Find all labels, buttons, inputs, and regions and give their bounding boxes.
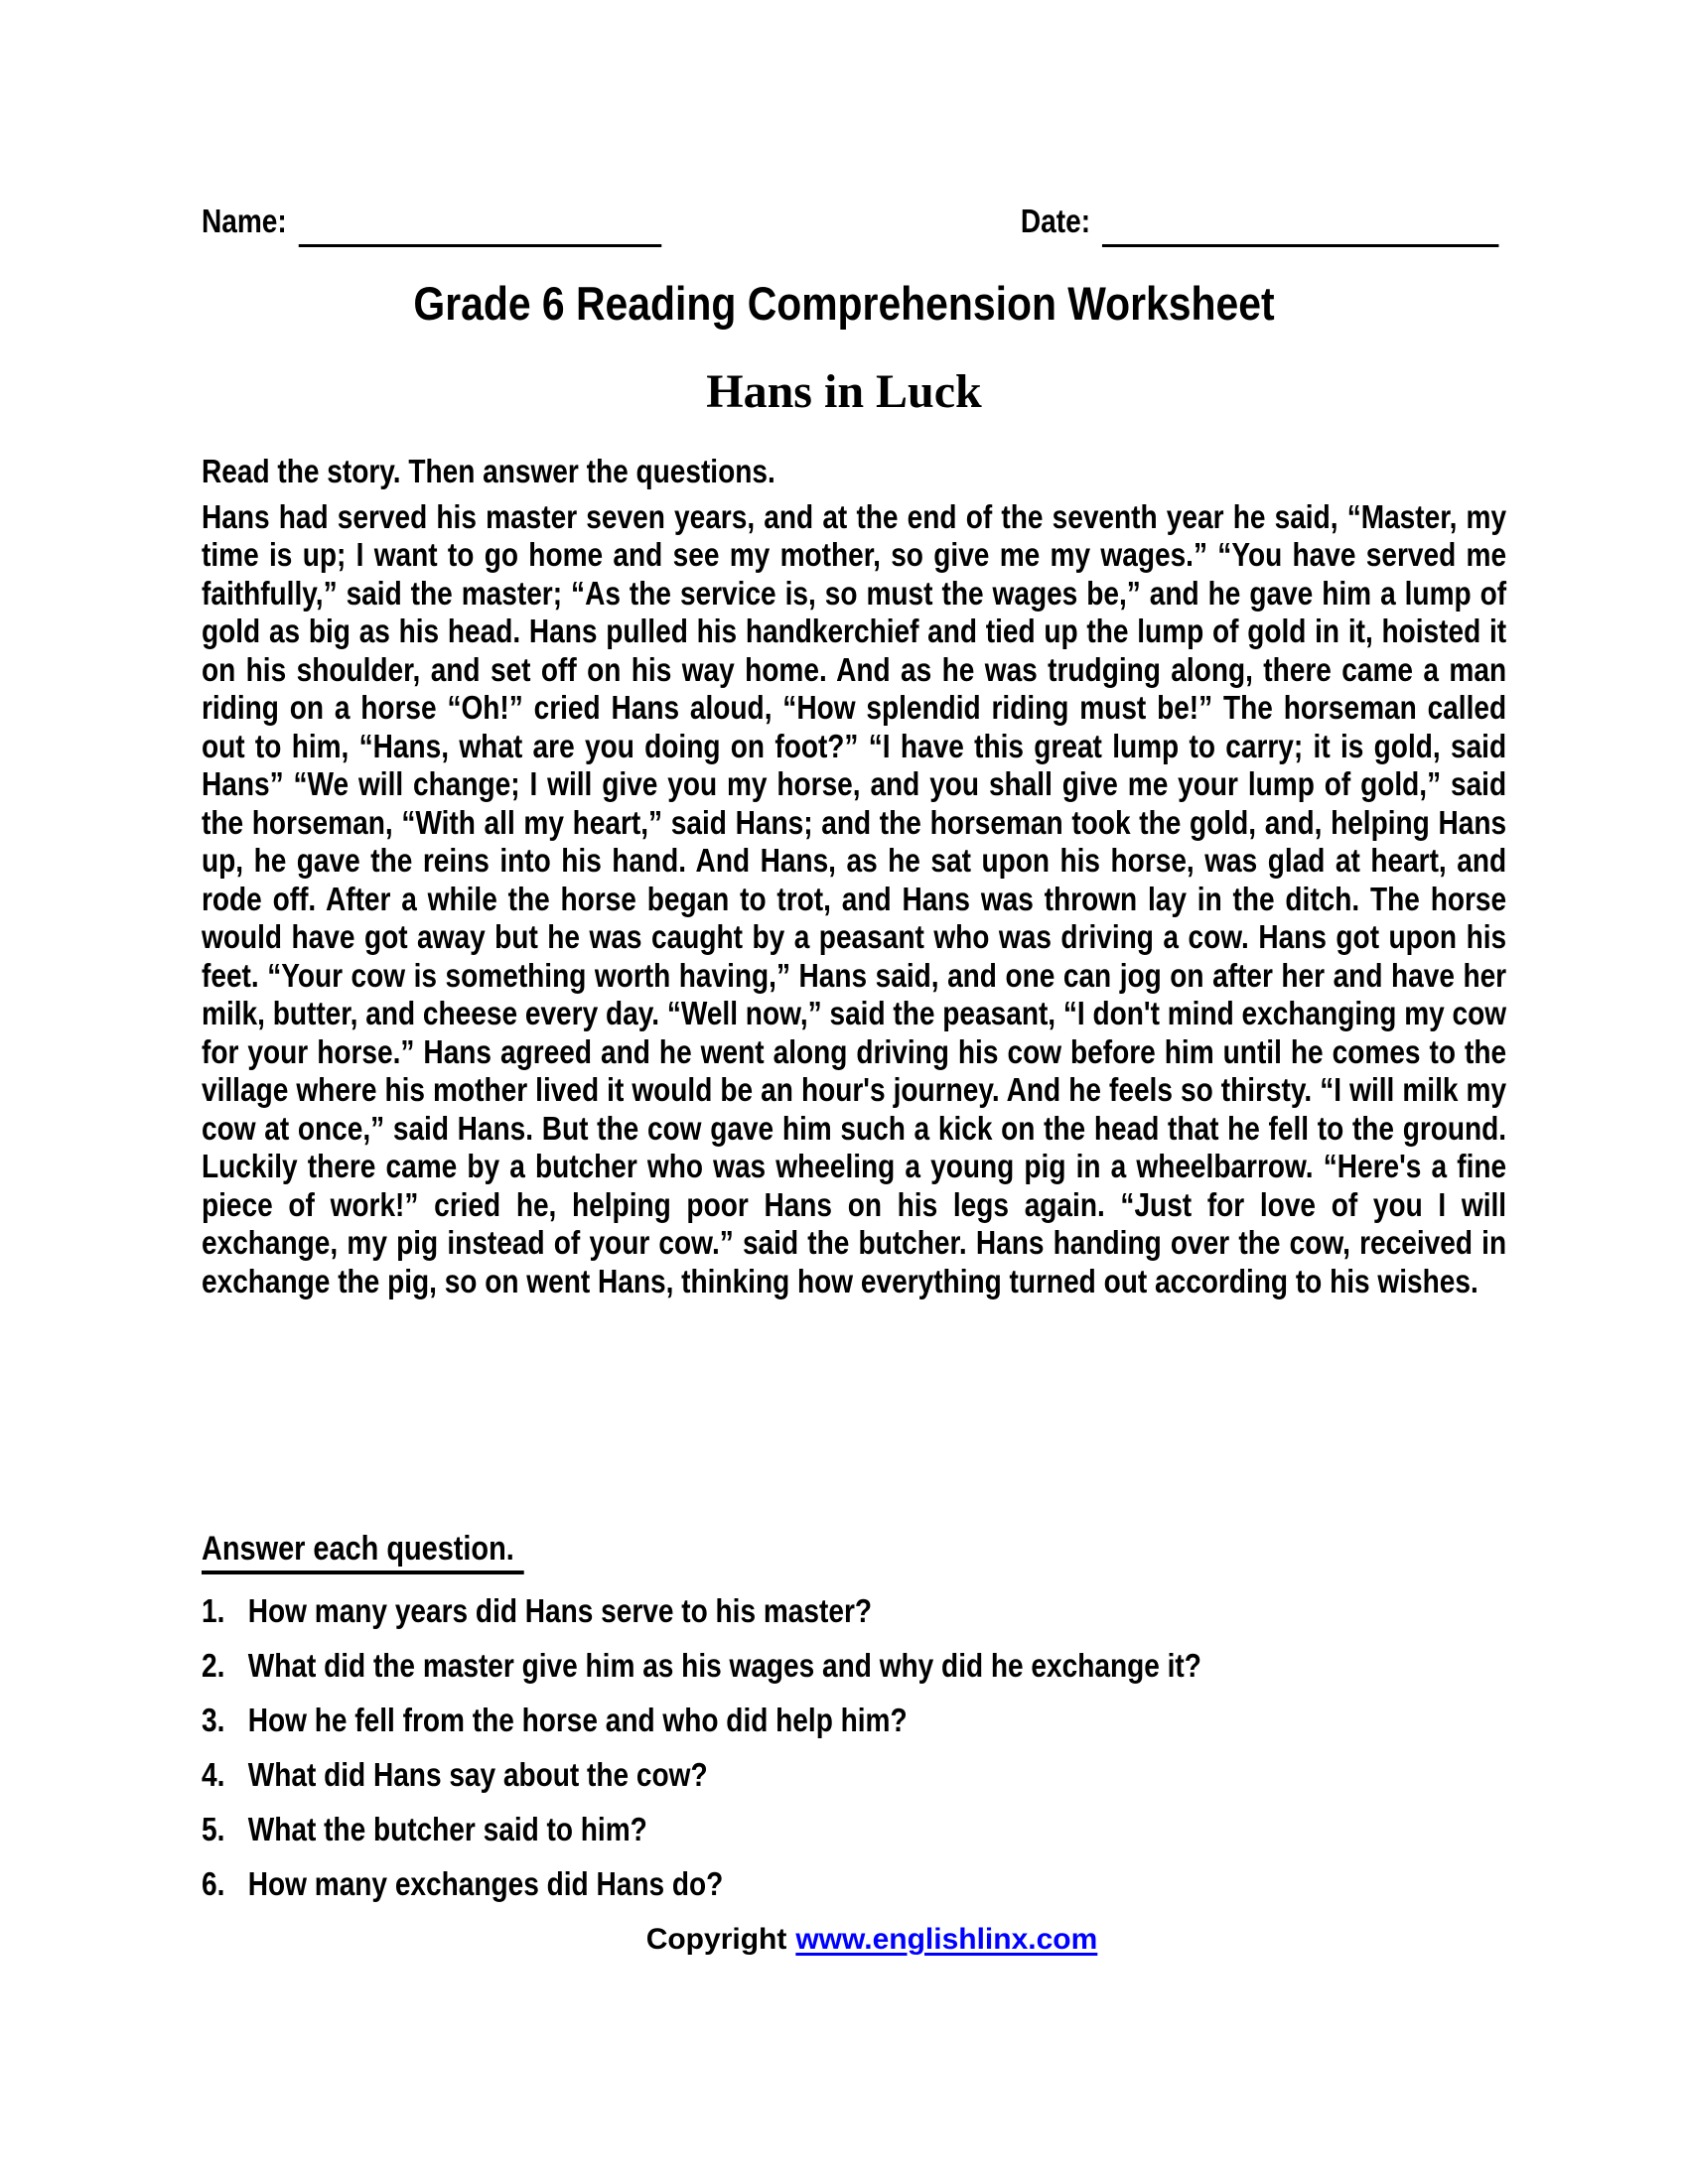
question-row-5 (202, 1810, 1506, 1848)
question-number: 1. (202, 1592, 225, 1629)
question-row-6 (202, 1864, 1506, 1903)
question-text: How many years did Hans serve to his master? (247, 1592, 873, 1629)
answer-heading-text: Answer each question. (202, 1530, 524, 1574)
question-text: What did Hans say about the cow? (247, 1756, 708, 1793)
date-field (1021, 202, 1499, 241)
name-date-row (202, 202, 1498, 241)
question-row-4 (202, 1755, 1506, 1794)
question-text: What did the master give him as his wages and why did he exchange it? (247, 1647, 1201, 1684)
englishlinx-link[interactable]: www.englishlinx.com (795, 1923, 1098, 1956)
name-field (202, 202, 661, 241)
name-blank-line (299, 210, 662, 247)
instructions-text: Read the story. Then answer the questions. (202, 453, 775, 489)
question-number: 5. (202, 1811, 225, 1847)
question-text: How many exchanges did Hans do? (247, 1865, 724, 1902)
question-number: 6. (202, 1865, 225, 1902)
date-label: Date: (1020, 203, 1091, 239)
question-number: 3. (202, 1702, 225, 1738)
question-number: 2. (202, 1647, 225, 1684)
name-label: Name: (202, 203, 287, 239)
question-row-1 (202, 1591, 1506, 1630)
story-section (202, 453, 1506, 1300)
question-row-2 (202, 1646, 1506, 1685)
copyright-label: Copyright (645, 1923, 787, 1956)
question-text: How he fell from the horse and who did help him? (247, 1702, 908, 1738)
worksheet-title: Grade 6 Reading Comprehension Worksheet (413, 277, 1275, 330)
question-number: 4. (202, 1756, 225, 1793)
answer-heading (202, 1530, 524, 1574)
story-title: Hans in Luck (706, 365, 982, 418)
footer (28, 1922, 1688, 1958)
question-text: What the butcher said to him? (247, 1811, 647, 1847)
questions-list (202, 1591, 1506, 1919)
story-paragraph: Hans had served his master seven years, and at the end of the seventh year he said, “Master, my time is up; I want to go home and see my mother, so give me my wages.” “You have served me faithfully,” said the master; “As the service is, so must the wages be,” and he gave him a lump of gold as big as his head. Hans pulled his handkerchief and tied up the lump of gold in it, hoisted it on his shoulder, and set off on his way home. And as he was trudging along, there came a man riding on a horse “Oh!” cried Hans aloud, “How splendid riding must be!” The horseman called out to him, “Hans, what are you doing on foot?” “I have this great lump to carry; it is gold, said Hans” “We will change; I will give you my horse, and you shall give me your lump of gold,” said the horseman, “With all my heart,” said Hans; and the horseman took the gold, and, helping Hans up, he gave the reins into his hand. And Hans, as he sat upon his horse, was glad at heart, and rode off. After a while the horse began to trot, and Hans was thrown lay in the ditch. The horse would have got away but he was caught by a peasant who was driving a cow. Hans got upon his feet. “Your cow is something worth having,” Hans said, and one can jog on after her and have her milk, butter, and cheese every day. “Well now,” said the peasant, “I don't mind exchanging my cow for your horse.” Hans agreed and he went along driving his cow before him until he comes to the village where his mother lived it would be an hour's journey. And he feels so thirsty. “I will milk my cow at once,” said Hans. But the cow gave him such a kick on the head that he fell to the ground. Luckily there came by a butcher who was wheeling a young pig in a wheelbarrow. “Here's a fine piece of work!” cried he, helping poor Hans on his legs again. “Just for love of you I will exchange, my pig instead of your cow.” said the butcher. Hans handing over the cow, received in exchange the pig, so on went Hans, thinking how everything turned out according to his wishes. (202, 497, 1507, 1299)
question-row-3 (202, 1701, 1506, 1739)
date-blank-line (1102, 210, 1499, 247)
